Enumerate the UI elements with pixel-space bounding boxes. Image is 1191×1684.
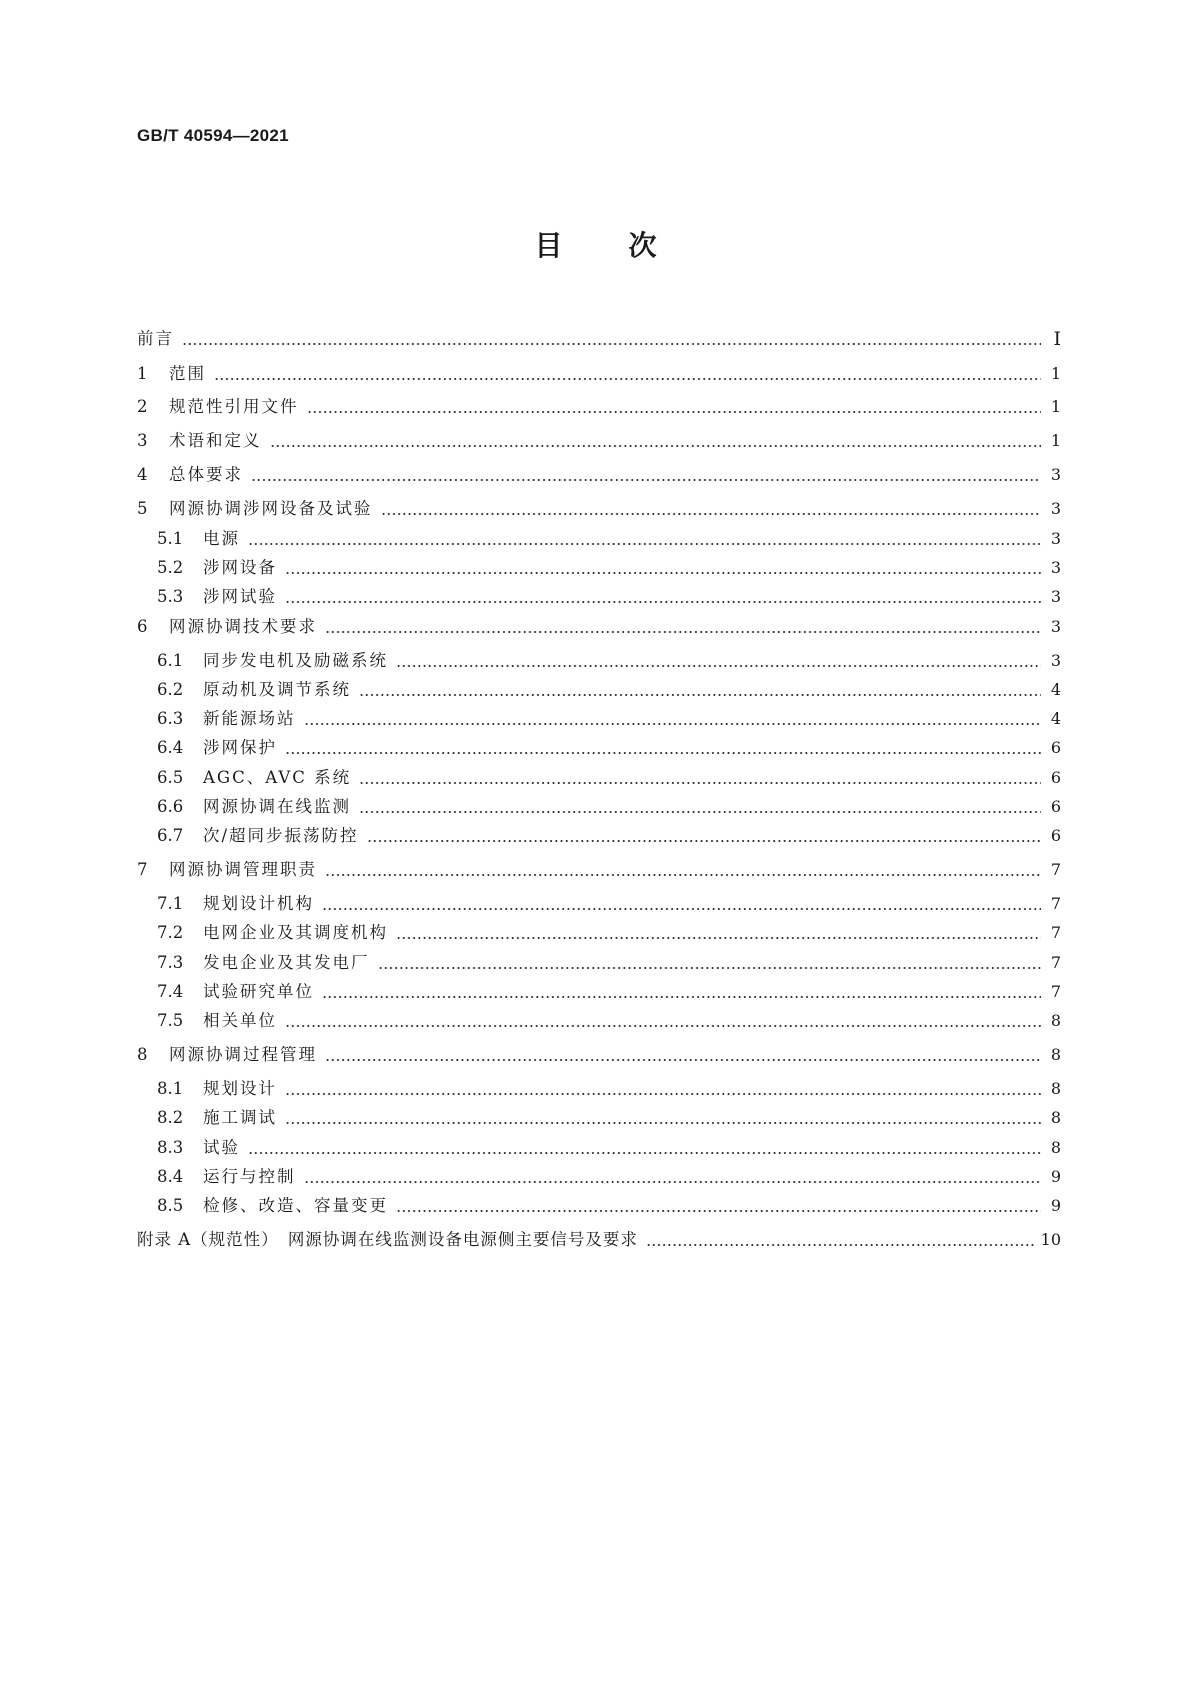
toc-entry-label: 网源协调管理职责 [169,860,317,879]
toc-entry-number: 6.1 [157,651,184,670]
toc-entry-label: 发电企业及其发电厂 [203,953,370,972]
toc-entry[interactable] [137,1042,1061,1066]
toc-entry-page-number: 3 [1050,617,1061,636]
toc-entry[interactable] [137,361,1061,385]
dot-leader [325,1059,1041,1061]
toc-entry-number: 6.3 [157,709,184,728]
toc-entry-label: 相关单位 [203,1011,277,1030]
toc-entry-page-number: 8 [1050,1011,1061,1030]
toc-entry-number: 6.6 [157,797,184,816]
toc-entry-label: 网源协调涉网设备及试验 [169,499,373,518]
toc-entry-number: 8 [137,1045,148,1064]
toc-entry[interactable] [137,394,1061,418]
toc-entry-page-number: 6 [1050,738,1061,757]
dot-leader [325,631,1041,633]
dot-leader [396,665,1041,667]
toc-entry-page-number: 3 [1050,465,1061,484]
toc-entry-number: 8.5 [157,1196,184,1215]
toc-entry[interactable] [137,1227,1061,1251]
toc-entry-page-number: 3 [1050,499,1061,518]
toc-entry-label: 同步发电机及励磁系统 [203,651,388,670]
toc-entry-number: 8.4 [157,1167,184,1186]
toc-entry-page-number: 6 [1050,768,1061,787]
toc-entry-label: 新能源场站 [203,709,296,728]
toc-entry[interactable] [157,677,1061,701]
dot-leader [304,1181,1042,1183]
toc-entry-page-number: 3 [1050,587,1061,606]
toc-entry-page-number: 1 [1050,364,1061,383]
toc-entry-label: 试验研究单位 [203,982,314,1001]
toc-entry-number: 5.1 [157,529,184,548]
toc-entry[interactable] [157,920,1061,944]
toc-entry[interactable] [137,326,1061,350]
toc-entry-page-number: 6 [1050,826,1061,845]
toc-entry-page-number: 1 [1050,431,1061,450]
toc-entry-number: 3 [137,431,148,450]
dot-leader [304,723,1042,725]
toc-entry-page-number: 8 [1050,1138,1061,1157]
toc-entry-page-number: 9 [1050,1196,1061,1215]
toc-entry-page-number: 3 [1050,651,1061,670]
toc-entry[interactable] [157,950,1061,974]
toc-entry-number: 5.2 [157,558,184,577]
dot-leader [248,1152,1041,1154]
toc-entry-label: 涉网设备 [203,558,277,577]
toc-entry-number: 7.5 [157,1011,184,1030]
toc-entry[interactable] [157,1008,1061,1032]
toc-entry-label: 检修、改造、容量变更 [203,1196,388,1215]
toc-entry[interactable] [157,891,1061,915]
toc-entry[interactable] [157,1105,1061,1129]
dot-leader [396,937,1041,939]
toc-entry[interactable] [157,706,1061,730]
toc-entry-label: 网源协调技术要求 [169,617,317,636]
toc-entry-number: 5 [137,499,148,518]
toc-entry-label: 次/超同步振荡防控 [203,826,359,845]
dot-leader [285,1122,1041,1124]
dot-leader [359,694,1041,696]
toc-entry-page-number: 6 [1050,797,1061,816]
toc-entry-label: 涉网试验 [203,587,277,606]
toc-entry[interactable] [157,648,1061,672]
dot-leader [381,513,1042,515]
toc-entry-number: 6.7 [157,826,184,845]
toc-entry[interactable] [137,496,1061,520]
toc-entry[interactable] [137,614,1061,638]
toc-entry[interactable] [157,735,1061,759]
toc-entry-label: 施工调试 [203,1108,277,1127]
toc-entry-label: 试验 [203,1138,240,1157]
toc-entry-page-number: 7 [1050,923,1061,942]
toc-entry-label: 电网企业及其调度机构 [203,923,388,942]
toc-entry[interactable] [157,1076,1061,1100]
toc-entry-label: 范围 [169,364,206,383]
toc-entry[interactable] [157,823,1061,847]
toc-entry-label: 前言 [137,329,174,348]
dot-leader [182,343,1041,345]
toc-entry-label: 规范性引用文件 [169,397,299,416]
toc-entry-page-number: 1 [1050,397,1061,416]
dot-leader [285,1093,1041,1095]
toc-entry[interactable] [157,1193,1061,1217]
standard-code: GB/T 40594—2021 [137,126,289,145]
toc-entry-number: 7.4 [157,982,184,1001]
dot-leader [359,811,1041,813]
toc-entry-number: 6.5 [157,768,184,787]
toc-entry-page-number: 4 [1050,709,1061,728]
toc-entry-page-number: 10 [1040,1230,1061,1249]
toc-entry-label: 规划设计机构 [203,894,314,913]
toc-entry-number: 6.2 [157,680,184,699]
toc-entry[interactable] [157,765,1061,789]
dot-leader [285,752,1041,754]
toc-entry-page-number: 3 [1050,529,1061,548]
toc-entry-page-number: 9 [1050,1167,1061,1186]
toc-entry-number: 8.1 [157,1079,184,1098]
title-part-2: 次 [628,229,657,262]
toc-entry-number: 8.2 [157,1108,184,1127]
dot-leader [322,908,1041,910]
toc-entry-page-number: 8 [1050,1108,1061,1127]
toc-entry-number: 7.2 [157,923,184,942]
toc-entry-number: 8.3 [157,1138,184,1157]
toc-entry-number: 2 [137,397,148,416]
toc-entry[interactable] [157,1135,1061,1159]
toc-entry-page-number: 4 [1050,680,1061,699]
dot-leader [251,479,1041,481]
toc-entry-label: 网源协调过程管理 [169,1045,317,1064]
dot-leader [367,840,1041,842]
toc-entry-page-number: 7 [1050,982,1061,1001]
toc-entry-label: 涉网保护 [203,738,277,757]
toc-entry-page-number: 7 [1050,860,1061,879]
toc-entry-label: 网源协调在线监测 [203,797,351,816]
dot-leader [214,378,1041,380]
dot-leader [322,996,1041,998]
toc-entry-page-number: 8 [1050,1079,1061,1098]
toc-entry-number: 6 [137,617,148,636]
title-part-1: 目 [534,229,563,262]
toc-entry-number: 7 [137,860,148,879]
toc-entry[interactable] [137,428,1061,452]
dot-leader [270,445,1042,447]
toc-entry-label: 附录 A（规范性） 网源协调在线监测设备电源侧主要信号及要求 [137,1230,638,1249]
toc-entry-label: 电源 [203,529,240,548]
toc-entry[interactable] [157,584,1061,608]
dot-leader [359,782,1041,784]
toc-entry-number: 7.1 [157,894,184,913]
toc-entry-page-number: 8 [1050,1045,1061,1064]
dot-leader [285,1025,1041,1027]
dot-leader [646,1244,1035,1246]
toc-entry-label: AGC、AVC 系统 [203,768,352,787]
toc-entry-number: 1 [137,364,148,383]
dot-leader [378,967,1042,969]
dot-leader [307,411,1042,413]
toc-entry-number: 4 [137,465,148,484]
dot-leader [285,572,1041,574]
toc-entry[interactable] [137,857,1061,881]
toc-entry-page-number: 7 [1050,894,1061,913]
toc-entry-label: 原动机及调节系统 [203,680,351,699]
toc-entry-label: 规划设计 [203,1079,277,1098]
toc-entry-page-number: 3 [1050,558,1061,577]
toc-entry-number: 5.3 [157,587,184,606]
dot-leader [325,874,1041,876]
dot-leader [285,601,1041,603]
dot-leader [248,543,1041,545]
toc-entry-page-number: 7 [1050,953,1061,972]
dot-leader [396,1210,1041,1212]
toc-entry[interactable] [157,794,1061,818]
toc-entry[interactable] [157,555,1061,579]
toc-entry-page-number: Ⅰ [1053,328,1061,350]
toc-entry[interactable] [137,462,1061,486]
toc-entry-number: 6.4 [157,738,184,757]
page-title [0,224,1191,264]
toc-entry[interactable] [157,1164,1061,1188]
toc-entry-label: 运行与控制 [203,1167,296,1186]
toc-entry[interactable] [157,979,1061,1003]
toc-entry[interactable] [157,526,1061,550]
toc-entry-label: 术语和定义 [169,431,262,450]
toc-entry-number: 7.3 [157,953,184,972]
toc-entry-label: 总体要求 [169,465,243,484]
